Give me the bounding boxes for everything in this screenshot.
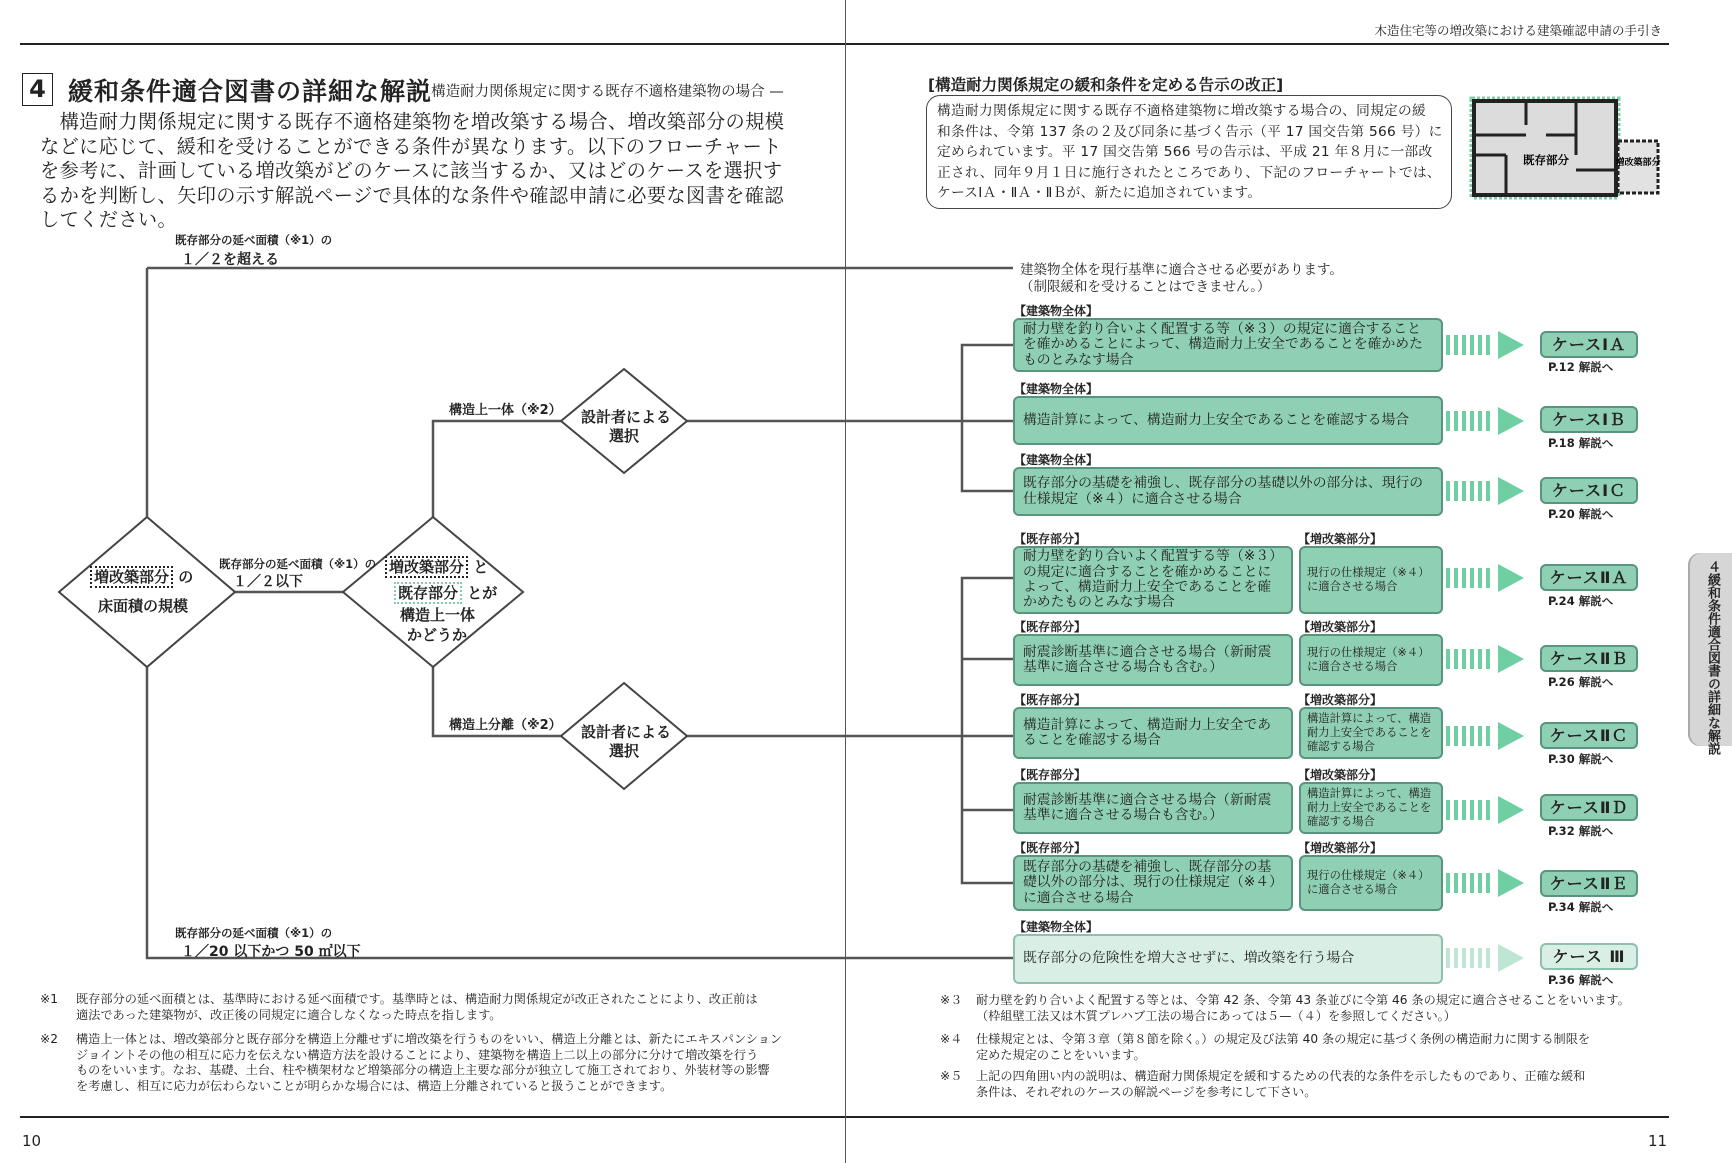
case-ia-page[interactable]: P.12 解説へ (1548, 360, 1614, 374)
notice-line: 構造耐力関係規定に関する既存不適格建築物に増改築する場合の、同規定の緩 (937, 103, 1427, 119)
case-iie-condition: 既存部分の基礎を補強し、既存部分の基礎以外の部分は、現行の仕様規定（※４）に適合させる場合 (1013, 855, 1293, 911)
case-ib-button[interactable]: ケースⅠＢ (1540, 406, 1638, 433)
case-ia-button[interactable]: ケースⅠＡ (1540, 331, 1638, 358)
case-iid-group: 【既存部分】 (1014, 768, 1087, 782)
case-iid-page[interactable]: P.32 解説へ (1548, 824, 1614, 838)
footnote-line: 構造上一体とは、増改築部分と既存部分を構造上分離せずに増改築を行うものをいい、構造上分離とは、新たにエキスパンション (76, 1032, 783, 1046)
integral-q-line2 (394, 582, 497, 603)
case-iib-group2: 【増改築部分】 (1298, 620, 1383, 634)
case-iii-condition: 既存部分の危険性を増大させずに、増改築を行う場合 (1013, 934, 1443, 984)
case-iic-group: 【既存部分】 (1014, 693, 1087, 707)
case-iia-condition2: 現行の仕様規定（※４）に適合させる場合 (1299, 546, 1443, 614)
footnote-text (976, 1032, 1590, 1063)
section-number: 4 (22, 73, 53, 106)
case-iic-group2: 【増改築部分】 (1298, 693, 1383, 707)
intro-line: を参考に、計画している増改築がどのケースに該当するか、又はどのケースを選択す (40, 159, 783, 182)
footnote-2 (40, 1032, 820, 1098)
existing-part-label: 既存部分 (1523, 153, 1569, 167)
footnote-line: 条件は、それぞれのケースの解説ページを参考にして下さい。 (976, 1084, 1317, 1099)
intro-line: してください。 (40, 208, 178, 231)
designer-choice-lower-1: 設計者による (581, 723, 672, 741)
section-title: 緩和条件適合図書の詳細な解説 (68, 77, 433, 106)
case-iii-button[interactable]: ケース Ⅲ (1540, 943, 1638, 970)
case-arrow (1446, 944, 1524, 972)
case-iie-group: 【既存部分】 (1014, 841, 1087, 855)
case-arrow (1446, 564, 1524, 592)
footnote-line: 既存部分の延べ面積とは、基準時における延べ面積です。基準時とは、構造耐力関係規定が改正されたことにより、改正前は (76, 992, 758, 1006)
case-ic-group: 【建築物全体】 (1014, 453, 1099, 467)
footnote-line: ものをいいます。なお、基礎、土台、柱や横架材など増築部分の構造上主要な部分が独立して施工されており、外装材等の影響 (76, 1063, 770, 1078)
case-iib-condition: 耐震診断基準に適合させる場合（新耐震基準に適合させる場合も含む。） (1013, 634, 1293, 686)
case-iie-condition2: 現行の仕様規定（※４）に適合させる場合 (1299, 855, 1443, 911)
cond-small-2: １／20 以下かつ 50 ㎡以下 (181, 944, 361, 960)
whole-msg-line: 建築物全体を現行基準に適合させる必要があります。 (1020, 262, 1343, 278)
case-arrows (1444, 0, 1538, 1163)
footnote-text (976, 993, 1630, 1024)
footnote-3 (940, 993, 1670, 1027)
integral-q-particle2: とが (462, 584, 498, 602)
integral-q-line1 (385, 556, 488, 577)
intro-line: るかを判断し、矢印の示す解説ページで具体的な条件や確認申請に必要な図書を確認 (40, 183, 784, 207)
footnote-line: ジョイントその他の相互に応力を伝えない構造方法を設けることにより、建築物を構造上二以上の部分に分けて増改築を行う (76, 1047, 759, 1062)
case-arrow (1446, 869, 1524, 897)
designer-choice-upper-2: 選択 (609, 427, 640, 445)
integral-label: 構造上一体（※2） (449, 403, 562, 418)
case-ib-group: 【建築物全体】 (1014, 382, 1099, 396)
notice-line: 正され、同年９月１日に施行されたところであり、下記のフローチャートでは、 (937, 164, 1441, 181)
case-iia-group: 【既存部分】 (1014, 532, 1087, 546)
case-iic-condition: 構造計算によって、構造耐力上安全であることを確認する場合 (1013, 707, 1293, 759)
running-header: 木造住宅等の増改築における建築確認申請の手引き (1374, 23, 1662, 38)
whole-building-message (1020, 262, 1343, 296)
case-ic-condition: 既存部分の基礎を補強し、既存部分の基礎以外の部分は、現行の仕様規定（※４）に適合させる場合 (1013, 467, 1443, 516)
footnote-mark: ※３ (940, 993, 963, 1007)
footnote-line: 上記の四角囲い内の説明は、構造耐力関係規定を緩和するための代表的な条件を示したものであり、正確な緩和 (976, 1069, 1586, 1083)
case-iid-group2: 【増改築部分】 (1298, 768, 1383, 782)
case-ic-page[interactable]: P.20 解説へ (1548, 507, 1614, 521)
footnote-line: 定めた規定のことをいいます。 (976, 1047, 1146, 1062)
case-iid-button[interactable]: ケースⅡＤ (1540, 794, 1638, 821)
notice-line: 定められています。平 17 国交告第 566 号の告示は、平成 21 年８月に一部改 (937, 144, 1433, 161)
case-arrow (1446, 645, 1524, 673)
footnote-text (976, 1069, 1585, 1100)
integral-q-line3: 構造上一体 (400, 606, 476, 624)
cond-over-half-2: １／２を超える (181, 252, 279, 268)
start-diamond-particle: の (173, 568, 194, 586)
page-number-right: 11 (1648, 1132, 1668, 1150)
case-iib-group: 【既存部分】 (1014, 620, 1087, 634)
case-iic-page[interactable]: P.30 解説へ (1548, 752, 1614, 766)
case-iic-condition2: 構造計算によって、構造耐力上安全であることを確認する場合 (1299, 707, 1443, 759)
case-arrow (1446, 796, 1524, 824)
highlight-addition: 増改築部分 (385, 556, 468, 578)
footnote-mark: ※2 (40, 1032, 58, 1046)
case-ib-condition: 構造計算によって、構造耐力上安全であることを確認する場合 (1013, 396, 1443, 445)
case-iib-condition2: 現行の仕様規定（※４）に適合させる場合 (1299, 634, 1443, 686)
section-subtitle: — 構造耐力関係規定に関する既存不適格建築物の場合 — (412, 84, 784, 100)
case-arrow (1446, 477, 1524, 505)
case-iib-button[interactable]: ケースⅡＢ (1540, 645, 1638, 672)
footnote-line: 耐力壁を釣り合いよく配置する等とは、令第 42 条、令第 43 条並びに令第 46 条の規定に適合させることをいいます。 (976, 993, 1630, 1007)
case-iid-condition2: 構造計算によって、構造耐力上安全であることを確認する場合 (1299, 782, 1443, 834)
intro-line: などに応じて、緩和を受けることができる条件が異なります。以下のフローチャート (40, 134, 782, 158)
highlight-addition: 増改築部分 (90, 566, 173, 588)
footnote-5 (940, 1069, 1670, 1103)
footnote-line: を考慮し、相互に応力が伝わらないことが明らかな場合には、構造上分離されていると扱うことができます。 (76, 1078, 673, 1093)
footnote-text (76, 992, 758, 1023)
cond-half-2: １／２以下 (233, 574, 303, 590)
cond-half-1: 既存部分の延べ面積（※1）の (219, 557, 377, 571)
footnote-line: 仕様規定とは、令第３章（第８節を除く。）の規定及び法第 40 条の規定に基づく条例の構造耐力に関する制限を (976, 1032, 1591, 1046)
chapter-tab-label: ４緩和条件適合図書の詳細な解説 (1705, 560, 1720, 755)
case-iia-condition: 耐力壁を釣り合いよく配置する等（※３）の規定に適合することを確かめることによって、構造耐力上安全であることを確かめたものとみなす場合 (1013, 546, 1293, 614)
notice-title: [構造耐力関係規定の緩和条件を定める告示の改正] (928, 76, 1284, 94)
whole-msg-line: （制限緩和を受けることはできません。） (1020, 279, 1271, 295)
page-number-left: 10 (22, 1132, 42, 1150)
case-iia-button[interactable]: ケースⅡＡ (1540, 564, 1638, 591)
footnote-text (76, 1032, 782, 1094)
start-diamond-text (90, 566, 210, 587)
footnote-1 (40, 992, 820, 1026)
case-ia-condition: 耐力壁を釣り合いよく配置する等（※３）の規定に適合することを確かめることによって、構造耐力上安全であることを確かめたものとみなす場合 (1013, 318, 1443, 372)
case-iia-group2: 【増改築部分】 (1298, 532, 1383, 546)
case-iii-page[interactable]: P.36 解説へ (1548, 973, 1614, 987)
case-iii-group: 【建築物全体】 (1014, 920, 1099, 934)
case-iie-button[interactable]: ケースⅡＥ (1540, 870, 1638, 897)
cond-over-half-1: 既存部分の延べ面積（※1）の (175, 233, 333, 247)
addition-part-label: 増改築部分 (1615, 158, 1661, 168)
footnote-4 (940, 1032, 1670, 1066)
case-iid-condition: 耐震診断基準に適合させる場合（新耐震基準に適合させる場合も含む。） (1013, 782, 1293, 834)
integral-q-line4: かどうか (407, 626, 468, 644)
case-iib-page[interactable]: P.26 解説へ (1548, 675, 1614, 689)
start-diamond-line2: 床面積の規模 (98, 597, 189, 615)
footnote-mark: ※４ (940, 1032, 963, 1046)
case-arrow (1446, 407, 1524, 435)
case-ib-page[interactable]: P.18 解説へ (1548, 436, 1614, 450)
case-ia-group: 【建築物全体】 (1014, 304, 1099, 318)
highlight-existing: 既存部分 (394, 582, 462, 604)
case-iic-button[interactable]: ケースⅡＣ (1540, 722, 1638, 749)
designer-choice-upper-1: 設計者による (581, 408, 672, 426)
integral-q-particle1: と (468, 558, 489, 576)
footnote-mark: ※1 (40, 992, 58, 1006)
notice-line: 和条件は、令第 137 条の２及び同条に基づく告示（平 17 国交告第 566 号）に (937, 123, 1443, 140)
notice-line: ケースⅠＡ・ⅡＡ・ⅡＢが、新たに追加されています。 (937, 185, 1262, 202)
case-arrow (1446, 331, 1524, 359)
cond-small-1: 既存部分の延べ面積（※1）の (175, 926, 333, 940)
footnote-line: （枠組壁工法又は木質プレハブ工法の場合にあっては５—（４）を参照してください。） (976, 1008, 1456, 1023)
case-arrow (1446, 722, 1524, 750)
intro-line: 構造耐力関係規定に関する既存不適格建築物を増改築する場合、増改築部分の規模 (40, 110, 785, 133)
case-iie-group2: 【増改築部分】 (1298, 841, 1383, 855)
designer-choice-lower-2: 選択 (609, 742, 640, 760)
footnote-line: 適法であった建築物が、改正後の同規定に適合しなくなった時点を指します。 (76, 1007, 502, 1022)
footnote-mark: ※５ (940, 1069, 963, 1083)
case-iie-page[interactable]: P.34 解説へ (1548, 900, 1614, 914)
separate-label: 構造上分離（※2） (449, 718, 562, 733)
case-ic-button[interactable]: ケースⅠＣ (1540, 477, 1638, 504)
case-iia-page[interactable]: P.24 解説へ (1548, 594, 1614, 608)
